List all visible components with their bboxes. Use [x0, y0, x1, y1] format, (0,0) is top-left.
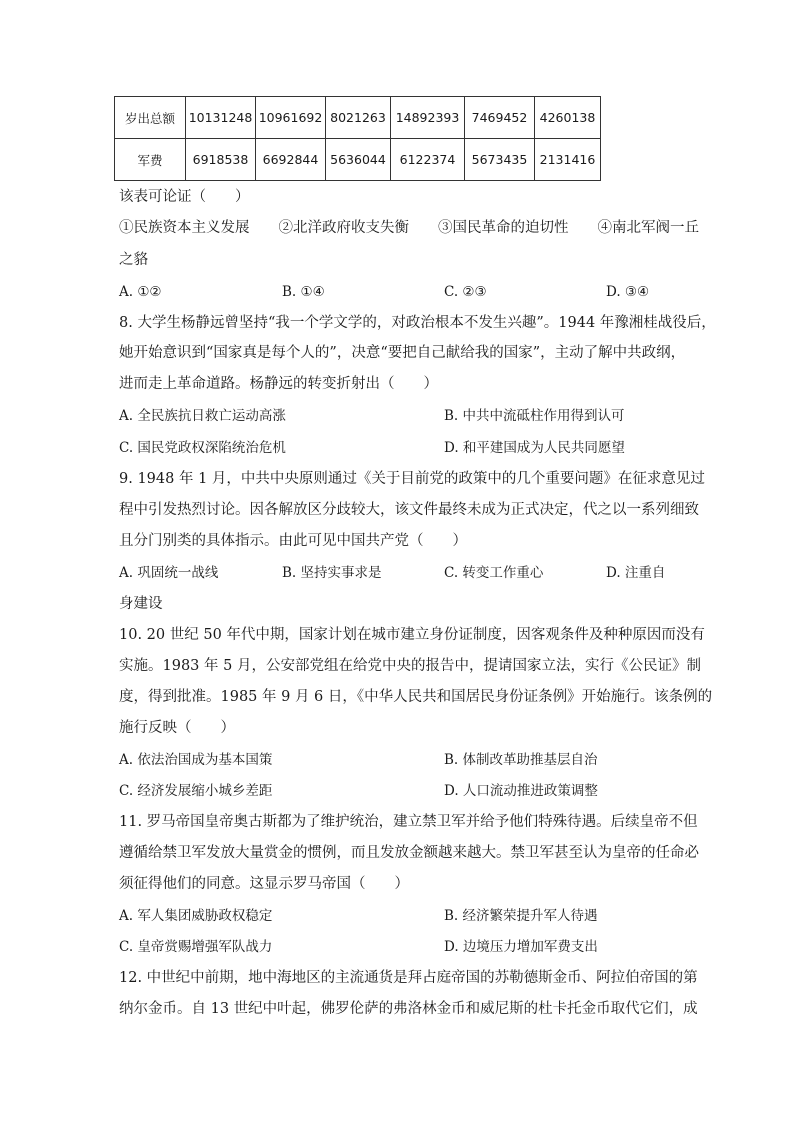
table-cell: 14892393 [391, 97, 465, 139]
table-cell: 6692844 [256, 139, 326, 181]
q10-option-d[interactable]: D. 人口流动推进政策调整 [444, 783, 598, 799]
q7-option-b[interactable]: B. ①④ [282, 284, 325, 300]
q9-line-1: 9. 1948 年 1 月，中共中央原则通过《关于目前党的政策中的几个重要问题》在征求意见过 [119, 471, 705, 487]
table-cell: 2131416 [535, 139, 601, 181]
q7-option-d[interactable]: D. ③④ [606, 284, 650, 300]
q9-option-b[interactable]: B. 坚持实事求是 [282, 565, 382, 581]
budget-table [114, 96, 601, 181]
q12-line-2: 纳尔金币。自 13 世纪中叶起，佛罗伦萨的弗洛林金币和威尼斯的杜卡托金币取代它们，成 [119, 1001, 698, 1017]
q9-option-d[interactable]: D. 注重自 [606, 565, 666, 581]
q11-option-c[interactable]: C. 皇帝赏赐增强军队战力 [119, 939, 273, 955]
table-cell: 军费 [115, 139, 186, 181]
q11-option-b[interactable]: B. 经济繁荣提升军人待遇 [444, 908, 598, 924]
q7-option-a[interactable]: A. ①② [119, 284, 162, 300]
table-cell: 6122374 [391, 139, 465, 181]
table-cell: 6918538 [186, 139, 256, 181]
table-row [115, 139, 601, 181]
table-cell: 8021263 [326, 97, 391, 139]
q11-option-a[interactable]: A. 军人集团威胁政权稳定 [119, 908, 273, 924]
table-row [115, 97, 601, 139]
q10-line-2: 实施。1983 年 5 月，公安部党组在给党中央的报告中，提请国家立法，实行《公民证》制 [119, 658, 701, 674]
q9-option-a[interactable]: A. 巩固统一战线 [119, 565, 219, 581]
q10-option-b[interactable]: B. 体制改革助推基层自治 [444, 752, 598, 768]
q10-line-3: 度，得到批准。1985 年 9 月 6 日，《中华人民共和国居民身份证条例》开始施行。该条例的 [119, 689, 713, 705]
q8-option-a[interactable]: A. 全民族抗日救亡运动高涨 [119, 408, 286, 424]
q8-option-c[interactable]: C. 国民党政权深陷统治危机 [119, 440, 286, 456]
q9-line-2: 程中引发热烈讨论。因各解放区分歧较大，该文件最终未成为正式决定，代之以一系列细致 [119, 502, 699, 518]
q8-line-1: 8. 大学生杨静远曾坚持“我一个学文学的，对政治根本不发生兴趣”。1944 年豫湘桂战役后， [119, 315, 716, 331]
q12-line-1: 12. 中世纪中前期，地中海地区的主流通货是拜占庭帝国的苏勒德斯金币、阿拉伯帝国的第 [119, 970, 698, 986]
table-cell: 10131248 [186, 97, 256, 139]
q7-stem: 该表可论证（ ） [119, 189, 250, 205]
q7-items: ①民族资本主义发展 ②北洋政府收支失衡 ③国民革命的迫切性 ④南北军阀一丘 [119, 220, 699, 236]
q11-option-d[interactable]: D. 边境压力增加军费支出 [444, 939, 598, 955]
q11-line-3: 须征得他们的同意。这显示罗马帝国（ ） [119, 876, 409, 892]
q8-option-b[interactable]: B. 中共中流砥柱作用得到认可 [444, 408, 625, 424]
q8-line-2: 她开始意识到“国家真是每个人的”，决意“要把自己献给我的国家”，主动了解中共政纲， [119, 345, 686, 361]
q11-line-2: 遵循给禁卫军发放大量赏金的惯例，而且发放金额越来越大。禁卫军甚至认为皇帝的任命必 [119, 845, 699, 861]
q10-line-4: 施行反映（ ） [119, 720, 235, 736]
q11-line-1: 11. 罗马帝国皇帝奥古斯都为了维护统治，建立禁卫军并给予他们特殊待遇。后续皇帝不但 [119, 814, 698, 830]
q8-option-d[interactable]: D. 和平建国成为人民共同愿望 [444, 440, 625, 456]
table-cell: 10961692 [256, 97, 326, 139]
q10-option-c[interactable]: C. 经济发展缩小城乡差距 [119, 783, 273, 799]
q9-option-c[interactable]: C. 转变工作重心 [444, 565, 544, 581]
table-cell: 5673435 [465, 139, 535, 181]
q8-line-3: 进而走上革命道路。杨静远的转变折射出（ ） [119, 376, 438, 392]
q9-line-3: 且分门别类的具体指示。由此可见中国共产党（ ） [119, 533, 467, 549]
q10-option-a[interactable]: A. 依法治国成为基本国策 [119, 752, 273, 768]
q7-option-c[interactable]: C. ②③ [444, 284, 487, 300]
q7-items-cont: 之貉 [119, 252, 148, 268]
table-cell: 4260138 [535, 97, 601, 139]
table-cell: 5636044 [326, 139, 391, 181]
table-cell: 7469452 [465, 97, 535, 139]
q10-line-1: 10. 20 世纪 50 年代中期，国家计划在城市建立身份证制度，因客观条件及种种原因而没有 [119, 627, 705, 643]
table-cell: 岁出总额 [115, 97, 186, 139]
q9-option-d-cont: 身建设 [119, 596, 163, 612]
